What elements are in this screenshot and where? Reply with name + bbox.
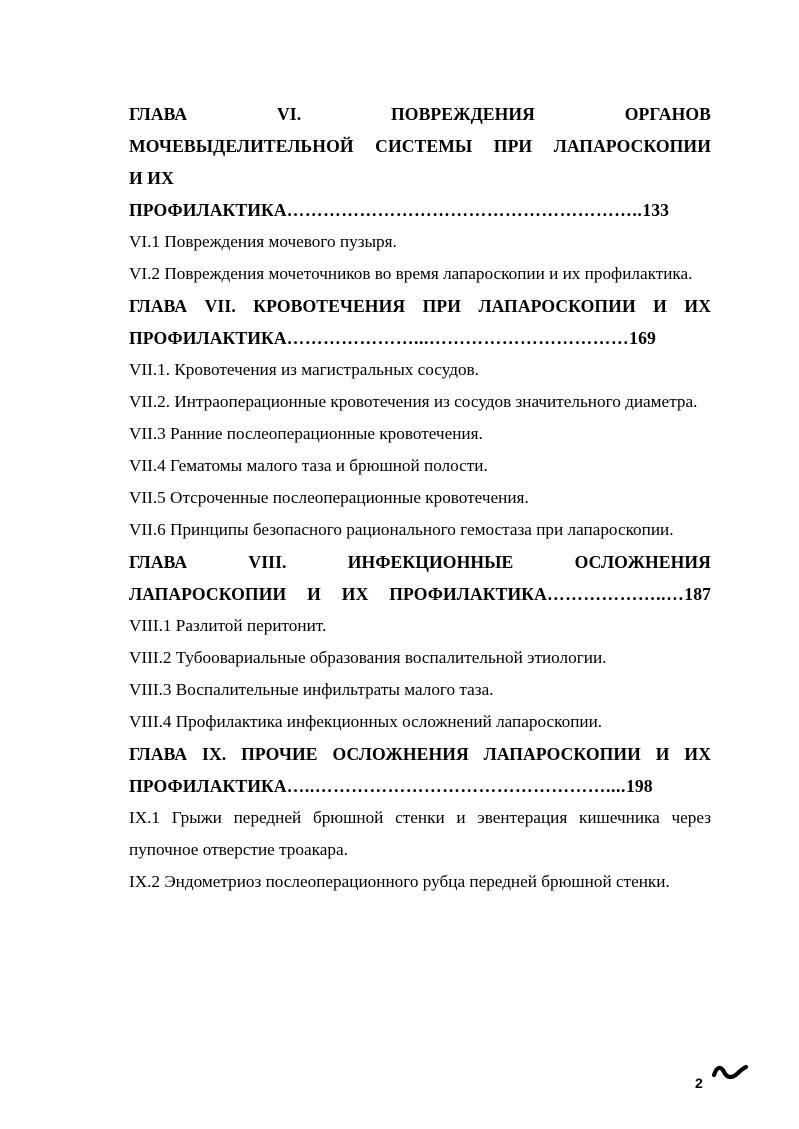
dot-leaders: ………………………………………………….. [286, 200, 643, 220]
chapter-title-line-1: ГЛАВА VII. КРОВОТЕЧЕНИЯ ПРИ ЛАПАРОСКОПИИ И ИХ [129, 296, 711, 316]
toc-sub-entry: IX.1 Грыжи передней брюшной стенки и эвентерация кишечника через пупочное отверстие троакара. [129, 808, 711, 859]
toc-sub-entry: VII.6 Принципы безопасного рационального гемостаза при лапароскопии. [129, 520, 674, 539]
dot-leaders: …………………...…………………………… [286, 328, 630, 348]
chapter-title-line-2 [129, 578, 711, 610]
toc-sub-entry: VII.5 Отсроченные послеоперационные кровотечения. [129, 488, 529, 507]
chapter-title-line-2 [129, 770, 711, 802]
toc-sub-entry: VIII.3 Воспалительные инфильтраты малого таза. [129, 680, 494, 699]
toc-chapter-entry-vii [129, 290, 711, 354]
toc-sub-entry: VI.1 Повреждения мочевого пузыря. [129, 232, 397, 251]
toc-chapter-entry-ix [129, 738, 711, 802]
toc-sub-entry: VII.2. Интраоперационные кровотечения из сосудов значительного диаметра. [129, 392, 698, 411]
dot-leaders: …..………………………………………….... [286, 776, 626, 796]
chapter-title-tail: ПРОФИЛАКТИКА [129, 776, 287, 796]
toc-sub-entry: VIII.2 Тубоовариальные образования воспалительной этиологии. [129, 648, 607, 667]
table-of-contents [129, 98, 711, 898]
toc-sub-entry: VI.2 Повреждения мочеточников во время лапароскопии и их профилактика. [129, 264, 693, 283]
footer-page-number: 2 [695, 1075, 703, 1091]
chapter-title-line-1: ГЛАВА IX. ПРОЧИЕ ОСЛОЖНЕНИЯ ЛАПАРОСКОПИИ И ИХ [129, 744, 711, 764]
page-number: 169 [629, 328, 656, 348]
toc-sub-entry: VIII.4 Профилактика инфекционных осложнений лапароскопии. [129, 712, 603, 731]
page-number: 198 [625, 776, 653, 796]
dot-leaders: ………………..… [546, 584, 685, 604]
page-number: 187 [684, 584, 711, 604]
toc-chapter-entry-viii [129, 546, 711, 610]
handwritten-tilde-mark-icon [712, 1063, 748, 1089]
toc-sub-entry: VIII.1 Разлитой перитонит. [129, 616, 327, 635]
chapter-title-tail: И ИХ ПРОФИЛАКТИКА [129, 168, 287, 220]
chapter-title-line-2 [129, 322, 711, 354]
chapter-title-line-2: МОЧЕВЫДЕЛИТЕЛЬНОЙ СИСТЕМЫ ПРИ ЛАПАРОСКОПИИ [129, 136, 711, 156]
chapter-title-line-1: ГЛАВА VI. ПОВРЕЖДЕНИЯ ОРГАНОВ [129, 104, 711, 124]
toc-chapter-entry-vi [129, 98, 711, 226]
page-footer [0, 1075, 799, 1125]
toc-sub-entry: VII.4 Гематомы малого таза и брюшной полости. [129, 456, 488, 475]
chapter-title-line-1: ГЛАВА VIII. ИНФЕКЦИОННЫЕ ОСЛОЖНЕНИЯ [129, 552, 711, 572]
chapter-title-tail: ПРОФИЛАКТИКА [129, 328, 287, 348]
toc-sub-entry: IX.2 Эндометриоз послеоперационного рубца передней брюшной стенки. [129, 872, 670, 891]
chapter-title-line-3 [129, 162, 711, 226]
toc-sub-entry: VII.1. Кровотечения из магистральных сосудов. [129, 360, 479, 379]
toc-sub-entry: VII.3 Ранние послеоперационные кровотечения. [129, 424, 483, 443]
page-number: 133 [642, 200, 670, 220]
chapter-title-tail: ЛАПАРОСКОПИИ И ИХ ПРОФИЛАКТИКА [129, 584, 547, 604]
